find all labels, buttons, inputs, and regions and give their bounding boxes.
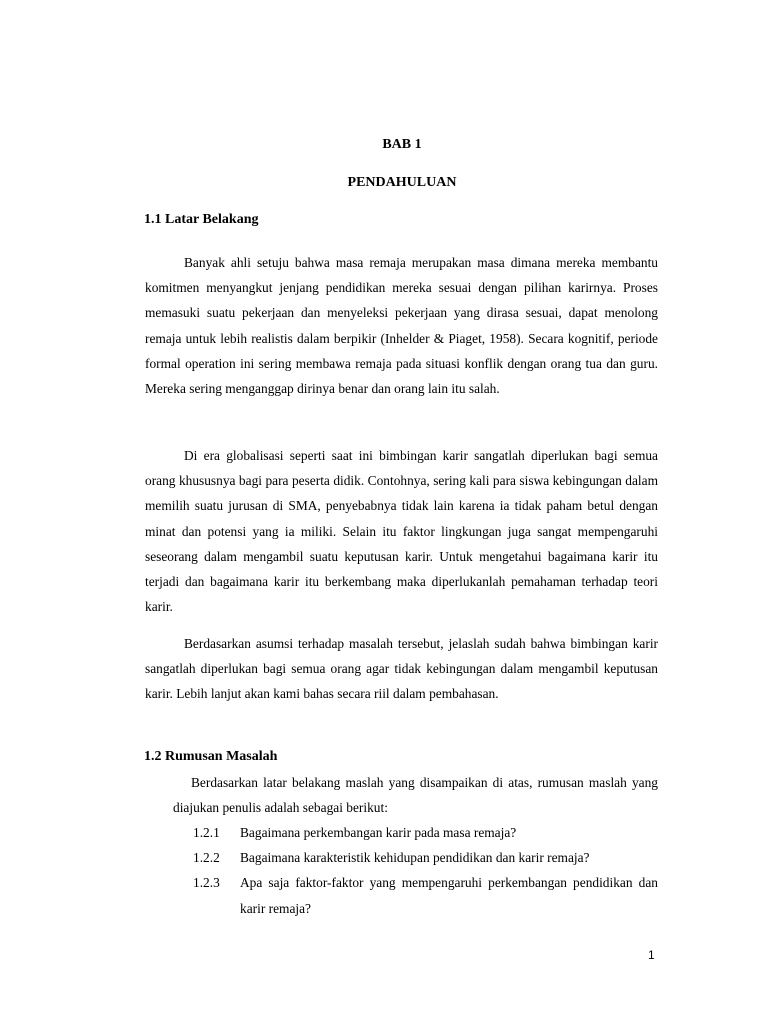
section-heading-rumusan-masalah: 1.2 Rumusan Masalah [144,749,278,764]
paragraph-2: Di era globalisasi seperti saat ini bimbingan karir sangatlah diperlukan bagi semua orang khususnya bagi para peserta didik. Contohnya, sering kali para siswa kebingungan dalam memilih suatu jurusan di SMA, penyebabnya tidak lain karena ia tidak paham betul dengan minat dan potensi yang ia miliki. Selain itu faktor lingkungan juga sangat mempengaruhi seseorang dalam mengambil suatu keputusan karir. Untuk mengetahui bagaimana karir itu terjadi dan bagaimana karir itu berkembang maka diperlukanlah pemahaman terhadap teori karir. [145,448,658,615]
paragraph-1: Banyak ahli setuju bahwa masa remaja merupakan masa dimana mereka membantu komitmen menyangkut jenjang pendidikan mereka sesuai dengan pilihan karirnya. Proses memasuki suatu pekerjaan dan menyeleksi pekerjaan yang dirasa sesuai, dapat menolong remaja untuk lebih realistis dalam berpikir (Inhelder & Piaget, 1958). Secara kognitif, periode formal operation ini sering membawa remaja pada situasi konflik dengan orang tua dan guru. Mereka sering menganggap dirinya benar dan orang lain itu salah. [145,255,658,397]
question-text: Apa saja faktor-faktor yang mempengaruhi perkembangan pendidikan dan karir remaja? [240,875,658,916]
rumusan-intro: Berdasarkan latar belakang maslah yang disampaikan di atas, rumusan maslah yang diajukan penulis adalah sebagai berikut: [173,775,658,816]
chapter-title: PENDAHULUAN [347,175,457,190]
list-item [193,845,658,870]
page-number: 1 [648,948,655,962]
question-text: Bagaimana perkembangan karir pada masa remaja? [240,825,517,840]
chapter-label: BAB 1 [382,137,422,152]
question-number: 1.2.2 [193,850,220,866]
list-item [193,820,658,845]
paragraph-3: Berdasarkan asumsi terhadap masalah tersebut, jelaslah sudah bahwa bimbingan karir sangatlah diperlukan bagi semua orang agar tidak kebingungan dalam mengambil keputusan karir. Lebih lanjut akan kami bahas secara riil dalam pembahasan. [145,636,658,702]
question-number: 1.2.3 [193,875,220,891]
list-item [193,870,658,920]
question-text: Bagaimana karakteristik kehidupan pendidikan dan karir remaja? [240,850,590,866]
question-number: 1.2.1 [193,825,220,840]
question-list [193,820,658,921]
section-heading-latar-belakang: 1.1 Latar Belakang [144,212,259,227]
